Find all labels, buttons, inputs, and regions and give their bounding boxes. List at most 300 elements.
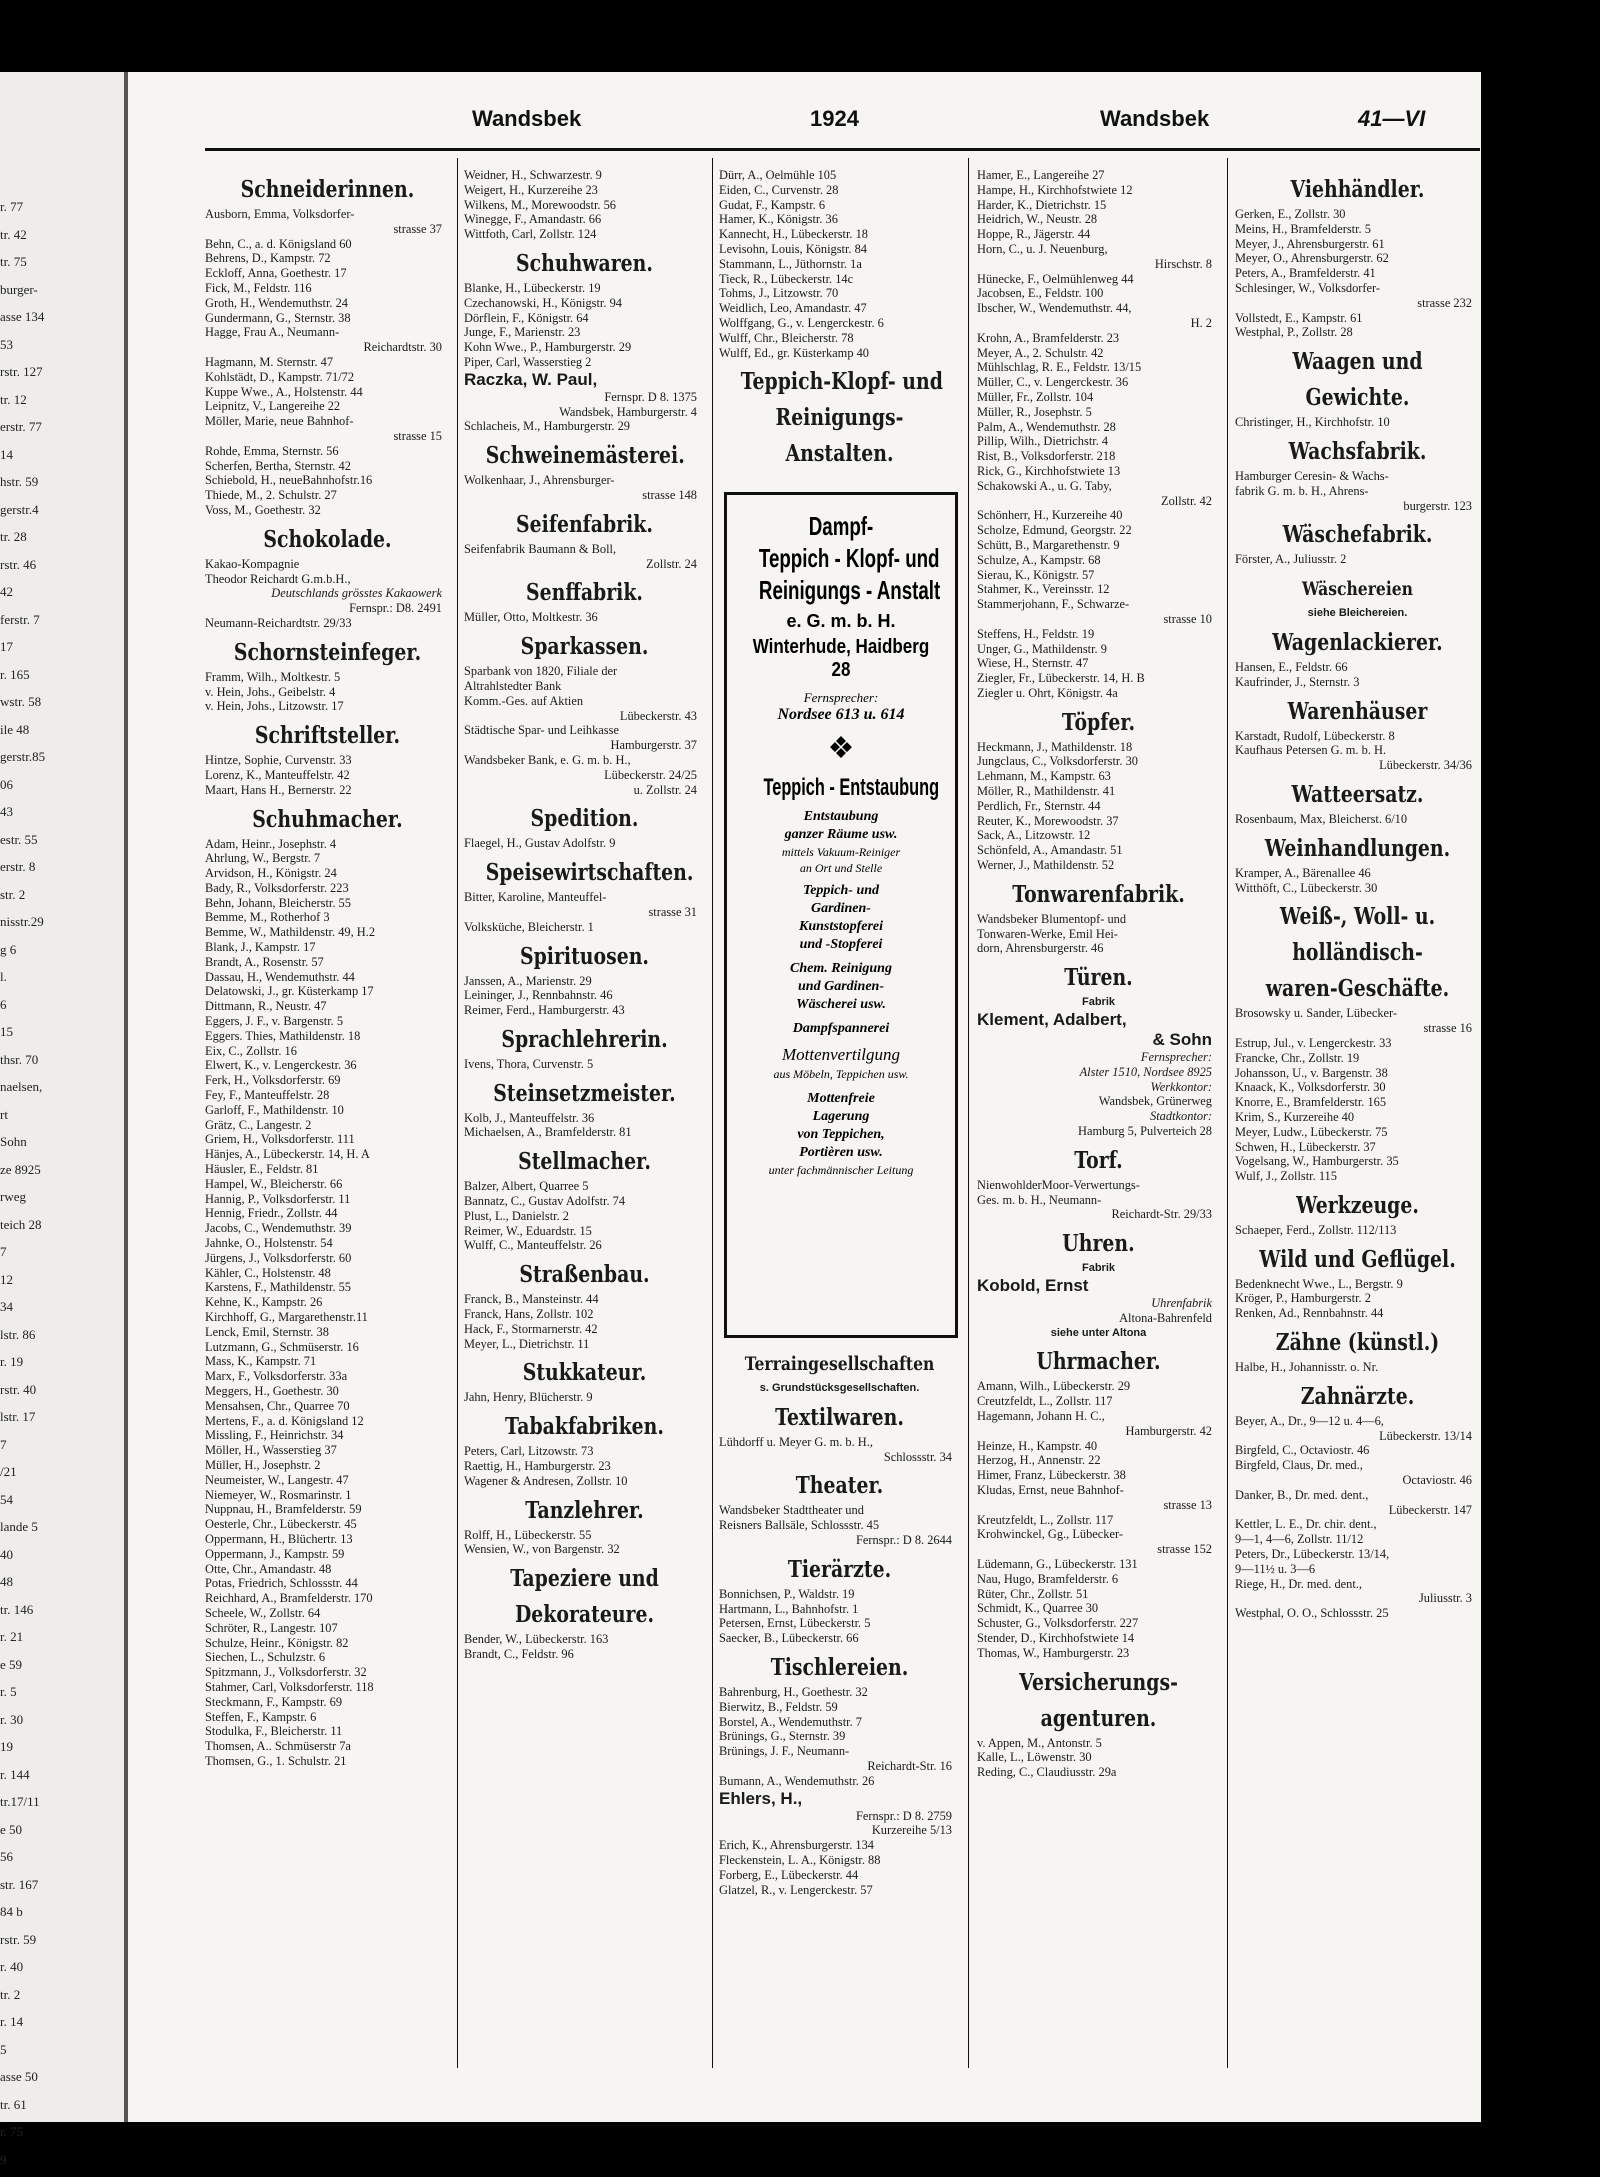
firm-name: Kobold, Ernst <box>977 1276 1089 1296</box>
directory-entry: Brünings, J. F., Neumann- <box>719 1744 850 1759</box>
directory-entry: Kuppe Wwe., A., Holstenstr. 44 <box>205 384 363 399</box>
directory-entry: Wolkenhaar, J., Ahrensburger- <box>464 473 615 488</box>
directory-entry: Schmidt, K., Quarree 30 <box>977 1601 1099 1616</box>
directory-entry: Meyer, L., Dietrichstr. 11 <box>464 1336 590 1351</box>
directory-entry: Siechen, L., Schulzstr. 6 <box>205 1650 326 1665</box>
directory-entry: Perdlich, Fr., Sternstr. 44 <box>977 798 1101 813</box>
firm-name: Ehlers, H., <box>719 1788 803 1808</box>
entry-continuation: Fernspr.: D 8. 2644 <box>855 1532 952 1547</box>
directory-entry: Janssen, A., Marienstr. 29 <box>464 973 592 988</box>
directory-entry: Dittmann, R., Neustr. 47 <box>205 999 327 1014</box>
directory-entry: Gudat, F., Kampstr. 6 <box>719 197 826 212</box>
prev-page-fragment: 40 <box>0 1546 13 1562</box>
directory-entry: Levisohn, Louis, Königstr. 84 <box>719 241 867 256</box>
entry-continuation: strasse 31 <box>648 904 697 919</box>
directory-entry: Oesterle, Chr., Lübeckerstr. 45 <box>205 1517 357 1532</box>
section-heading: Uhrmacher. <box>1036 1348 1161 1376</box>
section-heading: Waagen und <box>1292 348 1423 376</box>
column-1 <box>205 168 450 2078</box>
prev-page-fragment: asse 50 <box>0 2069 38 2084</box>
header-page-number: 41—VI <box>1358 106 1426 131</box>
directory-entry: Eix, C., Zollstr. 16 <box>205 1043 297 1058</box>
prev-page-fragment: 7 <box>0 1436 7 1452</box>
entry-continuation: Reichardt-Str. 29/33 <box>1111 1207 1212 1222</box>
directory-entry: Hampe, H., Kirchhofstwiete 12 <box>977 182 1133 197</box>
cross-reference: siehe unter Altona <box>1050 1326 1147 1339</box>
directory-entry: Heckmann, J., Mathildenstr. 18 <box>977 739 1133 754</box>
prev-page-fragment: lstr. 86 <box>0 1326 36 1342</box>
prev-page-fragment: 42 <box>0 584 13 599</box>
directory-entry: Jahn, Henry, Blücherstr. 9 <box>464 1390 593 1405</box>
prev-page-fragment: 9 <box>0 2151 7 2167</box>
directory-entry: Müller, Fr., Zollstr. 104 <box>977 389 1094 404</box>
directory-entry: NienwohlderMoor-Verwertungs- <box>977 1177 1140 1192</box>
directory-entry: Brandt, C., Feldstr. 96 <box>464 1647 574 1662</box>
directory-entry: Adam, Heinr., Josephstr. 4 <box>205 836 337 851</box>
directory-entry: Behn, C., a. d. Königsland 60 <box>205 236 352 251</box>
directory-entry: Dassau, H., Wendemuthstr. 44 <box>205 969 355 984</box>
directory-entry: Möller, R., Mathildenstr. 41 <box>977 784 1116 799</box>
directory-entry: Bady, R., Volksdorferstr. 223 <box>205 880 349 895</box>
directory-entry: Reimer, W., Eduardstr. 15 <box>464 1223 592 1238</box>
prev-page-fragment: tr. 146 <box>0 1601 34 1617</box>
ad-line: und -Stopferei <box>799 937 883 952</box>
ad-title-2: Teppich - Klopf- und <box>758 543 940 573</box>
section-heading: Textilwaren. <box>775 1403 904 1431</box>
directory-entry: Komm.-Ges. auf Aktien <box>464 693 584 708</box>
section-heading: Schneiderinnen. <box>240 176 415 203</box>
directory-entry: Harder, K., Dietrichstr. 15 <box>977 197 1107 212</box>
directory-entry: Petersen, Ernst, Lübeckerstr. 5 <box>719 1616 871 1631</box>
directory-entry: Thiede, M., 2. Schulstr. 27 <box>205 488 337 503</box>
directory-entry: Ges. m. b. H., Neumann- <box>977 1192 1102 1207</box>
directory-entry: Schönfeld, A., Amandastr. 51 <box>977 843 1123 858</box>
directory-entry: Peters, A., Bramfelderstr. 41 <box>1235 266 1376 281</box>
advertisement-box <box>724 492 958 1338</box>
directory-entry: Kähler, C., Holstenstr. 48 <box>205 1265 331 1280</box>
entry-continuation: H. 2 <box>1190 315 1212 330</box>
directory-entry: Steffens, H., Feldstr. 19 <box>977 626 1095 641</box>
directory-entry: Kolb, J., Manteuffelstr. 36 <box>464 1110 595 1125</box>
directory-entry: Wulff, C., Manteuffelstr. 26 <box>464 1238 602 1253</box>
entry-continuation: Hamburgerstr. 42 <box>1125 1423 1212 1438</box>
prev-page-fragment: 15 <box>0 1024 13 1039</box>
prev-page-fragment: tr. 2 <box>0 1986 21 2002</box>
directory-entry: Meyer, J., Ahrensburgerstr. 61 <box>1235 236 1385 251</box>
directory-entry: Rohde, Emma, Sternstr. 56 <box>205 443 339 458</box>
prev-page-fragment: rstr. 46 <box>0 556 37 572</box>
directory-entry: Krohn, A., Bramfelderstr. 23 <box>977 330 1120 345</box>
directory-entry: Leipnitz, V., Langereihe 22 <box>205 399 341 414</box>
directory-entry: Sack, A., Litzowstr. 12 <box>977 828 1091 843</box>
section-heading: waren-Geschäfte. <box>1265 975 1450 1003</box>
prev-page-fragment: tr. 12 <box>0 391 27 407</box>
directory-entry: Mass, K., Kampstr. 71 <box>205 1354 317 1369</box>
directory-entry: Borstel, A., Wendemuthstr. 7 <box>719 1714 862 1729</box>
header-rule <box>205 148 1480 151</box>
directory-entry: Voss, M., Goethestr. 32 <box>205 502 321 517</box>
directory-entry: Creutzfeldt, L., Zollstr. 117 <box>977 1394 1113 1409</box>
entry-note: Werkkontor: <box>1150 1079 1212 1094</box>
entry-continuation: strasse 152 <box>1157 1542 1212 1557</box>
directory-entry: Nuppnau, H., Bramfelderstr. 59 <box>205 1502 362 1517</box>
column-rule <box>457 158 458 2068</box>
section-heading: Dekorateure. <box>514 1601 655 1629</box>
entry-continuation: Lübeckerstr. 43 <box>619 708 697 723</box>
directory-entry: Reimer, Ferd., Hamburgerstr. 43 <box>464 1003 625 1018</box>
prev-page-fragment: Sohn <box>0 1134 27 1149</box>
prev-page-fragment: str. 167 <box>0 1876 39 1892</box>
directory-entry: Krim, S., Kurzereihe 40 <box>1235 1109 1355 1124</box>
directory-entry: Schulze, Heinr., Königstr. 82 <box>205 1635 349 1650</box>
directory-entry: Peters, Dr., Lübeckerstr. 13/14, <box>1235 1547 1390 1562</box>
ad-storage: Portièren usw. <box>799 1145 883 1160</box>
entry-continuation: Hamburg 5, Pulverteich 28 <box>1078 1124 1212 1139</box>
directory-entry: Schiebold, H., neueBahnhofstr.16 <box>205 473 373 488</box>
directory-entry: Weigert, H., Kurzereihe 23 <box>464 182 598 197</box>
directory-entry: Lehmann, M., Kampstr. 63 <box>977 769 1111 784</box>
directory-entry: Lüdemann, G., Lübeckerstr. 131 <box>977 1556 1138 1571</box>
directory-entry: Kalle, L., Löwenstr. 30 <box>977 1750 1092 1765</box>
directory-entry: Schwen, H., Lübeckerstr. 37 <box>1235 1139 1376 1154</box>
ad-line: Gardinen- <box>811 901 871 916</box>
directory-entry: Bannatz, C., Gustav Adolfstr. 74 <box>464 1194 626 1209</box>
directory-entry: Stammann, L., Jüthornstr. 1a <box>719 256 862 271</box>
ad-moth-sub: aus Möbeln, Teppichen usw. <box>773 1067 909 1081</box>
cross-reference: Fabrik <box>1081 996 1115 1009</box>
section-heading: Weiß-, Woll- u. <box>1279 903 1436 931</box>
ad-service: Teppich - Entstaubung <box>763 774 940 801</box>
directory-entry: Sierau, K., Königstr. 57 <box>977 567 1095 582</box>
directory-entry: Bonnichsen, P., Waldstr. 19 <box>719 1586 855 1601</box>
prev-page-fragment: lstr. 17 <box>0 1409 36 1424</box>
section-heading: Tischlereien. <box>770 1653 909 1681</box>
entry-continuation: Schlossstr. 34 <box>883 1449 952 1464</box>
directory-entry: Hagmann, M. Sternstr. 47 <box>205 354 334 369</box>
directory-entry: Kramper, A., Bärenallee 46 <box>1235 865 1371 880</box>
directory-entry: Meyer, Ludw., Lübeckerstr. 75 <box>1235 1124 1388 1139</box>
prev-page-fragment: naelsen, <box>0 1079 43 1094</box>
prev-page-fragment: l. <box>0 969 7 984</box>
directory-entry: Heidrich, W., Neustr. 28 <box>977 212 1098 227</box>
prev-page-fragment: asse 134 <box>0 309 45 324</box>
prev-page-fragment: r. 75 <box>0 2124 24 2139</box>
section-heading: Stellmacher. <box>518 1148 651 1176</box>
directory-entry: Wulff, Ed., gr. Küsterkamp 40 <box>719 345 869 360</box>
directory-entry: Ziegler u. Ohrt, Königstr. 4a <box>977 685 1118 700</box>
entry-continuation: Kurzereihe 5/13 <box>871 1823 952 1838</box>
prev-page-fragment: 34 <box>0 1299 13 1314</box>
directory-entry: Wandsbeker Blumentopf- und <box>977 911 1127 926</box>
directory-entry: Hamburger Ceresin- & Wachs- <box>1235 468 1389 483</box>
entry-continuation: u. Zollstr. 24 <box>633 782 697 797</box>
directory-entry: Hintze, Sophie, Curvenstr. 33 <box>205 753 352 768</box>
directory-entry: Jungclaus, C., Volksdorferstr. 30 <box>977 754 1138 769</box>
directory-entry: Wandsbeker Stadttheater und <box>719 1503 864 1518</box>
directory-entry: Neumeister, W., Langestr. 47 <box>205 1472 349 1487</box>
directory-entry: Birgfeld, Claus, Dr. med., <box>1235 1458 1363 1473</box>
directory-entry: Rosenbaum, Max, Bleicherst. 6/10 <box>1235 811 1408 826</box>
section-heading: Schriftsteller. <box>254 722 401 750</box>
prev-page-fragment: r. 144 <box>0 1766 30 1782</box>
section-heading: Zähne (künstl.) <box>1275 1329 1440 1357</box>
directory-entry: Krohwinckel, Gg., Lübecker- <box>977 1527 1123 1542</box>
firm-name: Klement, Adalbert, <box>977 1010 1127 1030</box>
entry-continuation: strasse 15 <box>393 428 442 443</box>
section-heading: Schuhwaren. <box>516 249 653 277</box>
entry-continuation: Lübeckerstr. 147 <box>1388 1502 1472 1517</box>
entry-note: Fernsprecher: <box>1140 1050 1212 1065</box>
section-heading: Türen. <box>1064 964 1133 992</box>
ad-address: Winterhude, Haidberg 28 <box>752 636 930 681</box>
section-heading: Töpfer. <box>1061 708 1136 736</box>
directory-entry: Kludas, Ernst, neue Bahnhof- <box>977 1482 1124 1497</box>
section-heading: Wachsfabrik. <box>1288 437 1427 465</box>
directory-entry: Franck, B., Mansteinstr. 44 <box>464 1292 599 1307</box>
prev-page-fragment: rstr. 59 <box>0 1931 37 1947</box>
directory-entry: Marx, F., Volksdorferstr. 33a <box>205 1369 348 1384</box>
directory-entry: Sparbank von 1820, Filiale der <box>464 664 618 679</box>
directory-entry: Oppermann, H., Blüchertr. 13 <box>205 1531 353 1546</box>
directory-entry: Schönherr, H., Kurzereihe 40 <box>977 508 1123 523</box>
section-heading: Tapeziere und <box>510 1565 659 1593</box>
directory-entry: Thomsen, A.. Schmüserstr 7a <box>205 1739 351 1754</box>
section-heading: Stukkateur. <box>522 1359 647 1387</box>
directory-entry: Bedenknecht Wwe., L., Bergstr. 9 <box>1235 1276 1403 1291</box>
prev-page-fragment: tr. 75 <box>0 254 27 269</box>
prev-page-fragment: r. 40 <box>0 1959 24 1974</box>
ad-title-1: Dampf- <box>808 511 874 541</box>
directory-entry: Renken, Ad., Rennbahnstr. 44 <box>1235 1306 1384 1321</box>
directory-entry: Estrup, Jul., v. Lengerckestr. 33 <box>1235 1035 1392 1050</box>
directory-entry: Theodor Reichardt G.m.b.H., <box>205 571 351 586</box>
directory-entry: Westphal, O. O., Schlossstr. 25 <box>1235 1606 1389 1621</box>
page-header <box>190 106 1480 136</box>
directory-entry: Stammerjohann, F., Schwarze- <box>977 597 1130 612</box>
directory-entry: Peters, Carl, Litzowstr. 73 <box>464 1444 594 1459</box>
entry-continuation: Reichardt-Str. 16 <box>867 1758 952 1773</box>
prev-page-fragment: 54 <box>0 1491 13 1507</box>
directory-entry: Rolff, H., Lübeckerstr. 55 <box>464 1527 592 1542</box>
directory-entry: Karstadt, Rudolf, Lübeckerstr. 8 <box>1235 728 1395 743</box>
entry-continuation: strasse 232 <box>1417 295 1472 310</box>
directory-entry: Kröger, P., Hamburgerstr. 2 <box>1235 1291 1371 1306</box>
directory-entry: Müller, C., v. Lengerckestr. 36 <box>977 375 1129 390</box>
ad-storage: von Teppichen, <box>797 1127 885 1142</box>
directory-entry: Förster, A., Juliusstr. 2 <box>1235 552 1347 567</box>
directory-entry: Hamer, E., Langereihe 27 <box>977 168 1105 182</box>
directory-entry: Kehne, K., Kampstr. 26 <box>205 1295 323 1310</box>
entry-note: Stadtkontor: <box>1150 1109 1212 1124</box>
directory-entry: Kreutzfeldt, L., Zollstr. 117 <box>977 1512 1114 1527</box>
prev-page-fragment: 06 <box>0 776 13 792</box>
section-heading: agenturen. <box>1040 1704 1157 1732</box>
directory-entry: Müller, R., Josephstr. 5 <box>977 404 1092 419</box>
directory-entry: Piper, Carl, Wasserstieg 2 <box>464 354 592 369</box>
prev-page-fragment: e 59 <box>0 1656 23 1672</box>
directory-entry: Behn, Johann, Bleicherstr. 55 <box>205 895 351 910</box>
directory-entry: Weidner, H., Schwarzestr. 9 <box>464 168 602 182</box>
directory-entry: Gundermann, G., Sternstr. 38 <box>205 310 351 325</box>
directory-entry: Mühlschlag, R. E., Feldstr. 13/15 <box>977 360 1142 375</box>
ad-line: Entstaubung <box>803 809 879 824</box>
section-heading: Tanzlehrer. <box>525 1496 644 1524</box>
directory-entry: Neumann-Reichardtstr. 29/33 <box>205 615 352 630</box>
directory-entry: Scholze, Edmund, Georgstr. 22 <box>977 523 1132 538</box>
directory-entry: Christinger, H., Kirchhofstr. 10 <box>1235 415 1390 430</box>
directory-entry: Hampel, W., Bleicherstr. 66 <box>205 1176 343 1191</box>
directory-entry: Franck, Hans, Zollstr. 102 <box>464 1307 594 1322</box>
directory-entry: Ahrlung, W., Bergstr. 7 <box>205 851 321 866</box>
directory-entry: Potas, Friedrich, Schlossstr. 44 <box>205 1576 358 1591</box>
section-heading: Watteersatz. <box>1291 780 1424 808</box>
prev-page-fragment: rweg <box>0 1189 26 1204</box>
directory-entry: Stahmer, Carl, Volksdorferstr. 118 <box>205 1679 374 1694</box>
directory-entry: Kettler, L. E., Dr. chir. dent., <box>1235 1517 1377 1532</box>
directory-entry: Rüter, Chr., Zollstr. 51 <box>977 1586 1089 1601</box>
section-heading: Anstalten. <box>785 440 894 468</box>
directory-entry: Erich, K., Ahrensburgerstr. 134 <box>719 1838 874 1853</box>
directory-entry: Grätz, C., Langestr. 2 <box>205 1117 312 1132</box>
prev-page-fragment: 14 <box>0 446 13 462</box>
column-rule <box>712 158 713 2068</box>
prev-page-fragment: nisstr.29 <box>0 914 44 929</box>
entry-continuation: strasse 37 <box>393 221 442 236</box>
directory-entry: Thomsen, G., 1. Schulstr. 21 <box>205 1753 347 1768</box>
directory-entry: Wulf, J., Zollstr. 115 <box>1235 1169 1337 1184</box>
directory-entry: Wandsbeker Bank, e. G. m. b. H., <box>464 752 631 767</box>
section-heading: Schokolade. <box>263 525 392 553</box>
column-rule <box>1227 158 1228 2068</box>
entry-continuation: Lübeckerstr. 13/14 <box>1379 1428 1472 1443</box>
directory-entry: v. Appen, M., Antonstr. 5 <box>977 1735 1102 1750</box>
prev-page-fragment: ile 48 <box>0 721 30 737</box>
directory-entry: Knorre, E., Bramfelderstr. 165 <box>1235 1095 1387 1110</box>
directory-entry: Kohn Wwe., P., Hamburgerstr. 29 <box>464 340 632 355</box>
directory-entry: Kaufrinder, J., Sternstr. 3 <box>1235 674 1360 689</box>
directory-entry: Städtische Spar- und Leihkasse <box>464 723 619 738</box>
directory-entry: Fey, F., Manteuffelstr. 28 <box>205 1088 330 1103</box>
directory-entry: Jacobs, C., Wendemuthstr. 39 <box>205 1221 352 1236</box>
directory-entry: Hagge, Frau A., Neumann- <box>205 325 340 340</box>
directory-entry: 9—1, 4—6, Zollstr. 11/12 <box>1235 1532 1364 1547</box>
directory-entry: Danker, B., Dr. med. dent., <box>1235 1487 1369 1502</box>
directory-entry: Stahmer, K., Vereinsstr. 12 <box>977 582 1110 597</box>
directory-entry: Lühdorff u. Meyer G. m. b. H., <box>719 1434 873 1449</box>
directory-entry: Hoppe, R., Jägerstr. 44 <box>977 227 1091 242</box>
directory-entry: Steckmann, F., Kampstr. 69 <box>205 1694 343 1709</box>
section-heading: Uhren. <box>1062 1230 1135 1258</box>
directory-entry: Glatzel, R., v. Lengerckestr. 57 <box>719 1882 873 1897</box>
directory-entry: Bahrenburg, H., Goethestr. 32 <box>719 1684 868 1699</box>
directory-entry: Dörflein, F., Königstr. 64 <box>464 310 589 325</box>
section-heading: Teppich-Klopf- und <box>740 368 943 396</box>
column-rule <box>968 158 969 2068</box>
section-heading: Versicherungs- <box>1019 1668 1178 1696</box>
entry-continuation: Lübeckerstr. 24/25 <box>604 767 697 782</box>
section-heading: Wild und Geflügel. <box>1259 1245 1456 1273</box>
ad-line: ganzer Räume usw. <box>784 827 898 842</box>
directory-entry: Griem, H., Volksdorferstr. 111 <box>205 1132 355 1147</box>
directory-entry: Tonwaren-Werke, Emil Hei- <box>977 926 1118 941</box>
section-heading: Tonwarenfabrik. <box>1012 880 1185 908</box>
prev-page-fragment: r. 165 <box>0 666 30 682</box>
section-heading: Senffabrik. <box>526 579 643 607</box>
directory-entry: Wolffgang, G., v. Lengerckestr. 6 <box>719 315 884 330</box>
entry-continuation: Fernspr. D 8. 1375 <box>604 389 697 404</box>
directory-entry: Hartmann, L., Bahnhofstr. 1 <box>719 1601 859 1616</box>
ad-line: Dampfspannerei <box>792 1021 890 1036</box>
entry-continuation: Hirschstr. 8 <box>1154 256 1212 271</box>
directory-entry: Unger, G., Mathildenstr. 9 <box>977 641 1107 656</box>
directory-entry: Ausborn, Emma, Volksdorfer- <box>205 207 355 221</box>
directory-entry: Schlacheis, M., Hamburgerstr. 29 <box>464 419 630 434</box>
entry-continuation: burgerstr. 123 <box>1403 498 1472 513</box>
directory-entry: Maart, Hans H., Bernerstr. 22 <box>205 782 352 797</box>
prev-page-fragment: tr. 42 <box>0 226 27 242</box>
entry-continuation: Hamburgerstr. 37 <box>610 738 697 753</box>
directory-entry: Schütt, B., Margarethenstr. 9 <box>977 537 1120 552</box>
ad-legal-form: e. G. m. b. H. <box>786 611 896 631</box>
entry-continuation: strasse 10 <box>1163 611 1212 626</box>
directory-entry: Werner, J., Mathildenstr. 52 <box>977 858 1115 873</box>
directory-entry: Bumann, A., Wendemuthstr. 26 <box>719 1773 875 1788</box>
directory-entry: Müller, Otto, Moltkestr. 36 <box>464 610 598 625</box>
directory-entry: Brünings, G., Sternstr. 39 <box>719 1729 846 1744</box>
directory-entry: Schlesinger, W., Volksdorfer- <box>1235 280 1381 295</box>
prev-page-fragment: tr. 28 <box>0 529 27 544</box>
directory-entry: Ivens, Thora, Curvenstr. 5 <box>464 1056 594 1071</box>
prev-page-fragment: teich 28 <box>0 1216 42 1232</box>
prev-page-fragment: erstr. 8 <box>0 859 36 874</box>
directory-entry: 9—11½ u. 3—6 <box>1235 1561 1316 1576</box>
directory-entry: Niemeyer, W., Rosmarinstr. 1 <box>205 1487 352 1502</box>
entry-continuation: Zollstr. 42 <box>1161 493 1212 508</box>
ad-line: Chem. Reinigung <box>790 961 892 976</box>
entry-note: Alster 1510, Nordsee 8925 <box>1079 1064 1212 1079</box>
directory-entry: Flaegel, H., Gustav Adolfstr. 9 <box>464 836 616 851</box>
directory-entry: Bitter, Karoline, Manteuffel- <box>464 890 607 905</box>
entry-continuation: strasse 148 <box>642 487 697 502</box>
ad-line: und Gardinen- <box>798 979 884 994</box>
section-heading: Sparkassen. <box>520 633 649 661</box>
directory-entry: Saecker, B., Lübeckerstr. 66 <box>719 1631 859 1646</box>
directory-entry: Lutzmann, G., Schmüserstr. 16 <box>205 1339 359 1354</box>
directory-entry: Tohms, J., Litzowstr. 70 <box>719 286 839 301</box>
prev-page-fragment: rt <box>0 1106 8 1122</box>
directory-entry: fabrik G. m. b. H., Ahrens- <box>1235 483 1369 498</box>
directory-entry: Kohlstädt, D., Kampstr. 71/72 <box>205 369 355 384</box>
section-heading: Seifenfabrik. <box>516 510 653 538</box>
directory-entry: Wensien, W., von Bargenstr. 32 <box>464 1542 620 1557</box>
directory-entry: Reisners Ballsäle, Schlossstr. 45 <box>719 1518 880 1533</box>
directory-entry: Häusler, E., Feldstr. 81 <box>205 1162 319 1177</box>
section-heading: Wagenlackierer. <box>1272 628 1443 656</box>
header-town-left: Wandsbek <box>472 106 582 131</box>
directory-entry: Gerken, E., Zollstr. 30 <box>1235 207 1346 221</box>
directory-entry: Mertens, F., a. d. Königsland 12 <box>205 1413 364 1428</box>
directory-entry: Eggers, J. F., v. Bargenstr. 5 <box>205 1014 344 1029</box>
directory-entry: Eggers. Thies, Mathildenstr. 18 <box>205 1028 361 1043</box>
directory-entry: Meyer, O., Ahrensburgerstr. 62 <box>1235 251 1389 266</box>
entry-continuation: Fernspr.: D 8. 2759 <box>855 1808 952 1823</box>
prev-page-fragment: ferstr. 7 <box>0 611 40 627</box>
directory-entry: Riege, H., Dr. med. dent., <box>1235 1576 1362 1591</box>
ad-phone-label: Fernsprecher: <box>803 690 879 705</box>
directory-entry: Winegge, F., Amandastr. 66 <box>464 212 602 227</box>
section-heading: Speisewirtschaften. <box>485 859 694 887</box>
prev-page-fragment: gerstr.4 <box>0 501 39 517</box>
